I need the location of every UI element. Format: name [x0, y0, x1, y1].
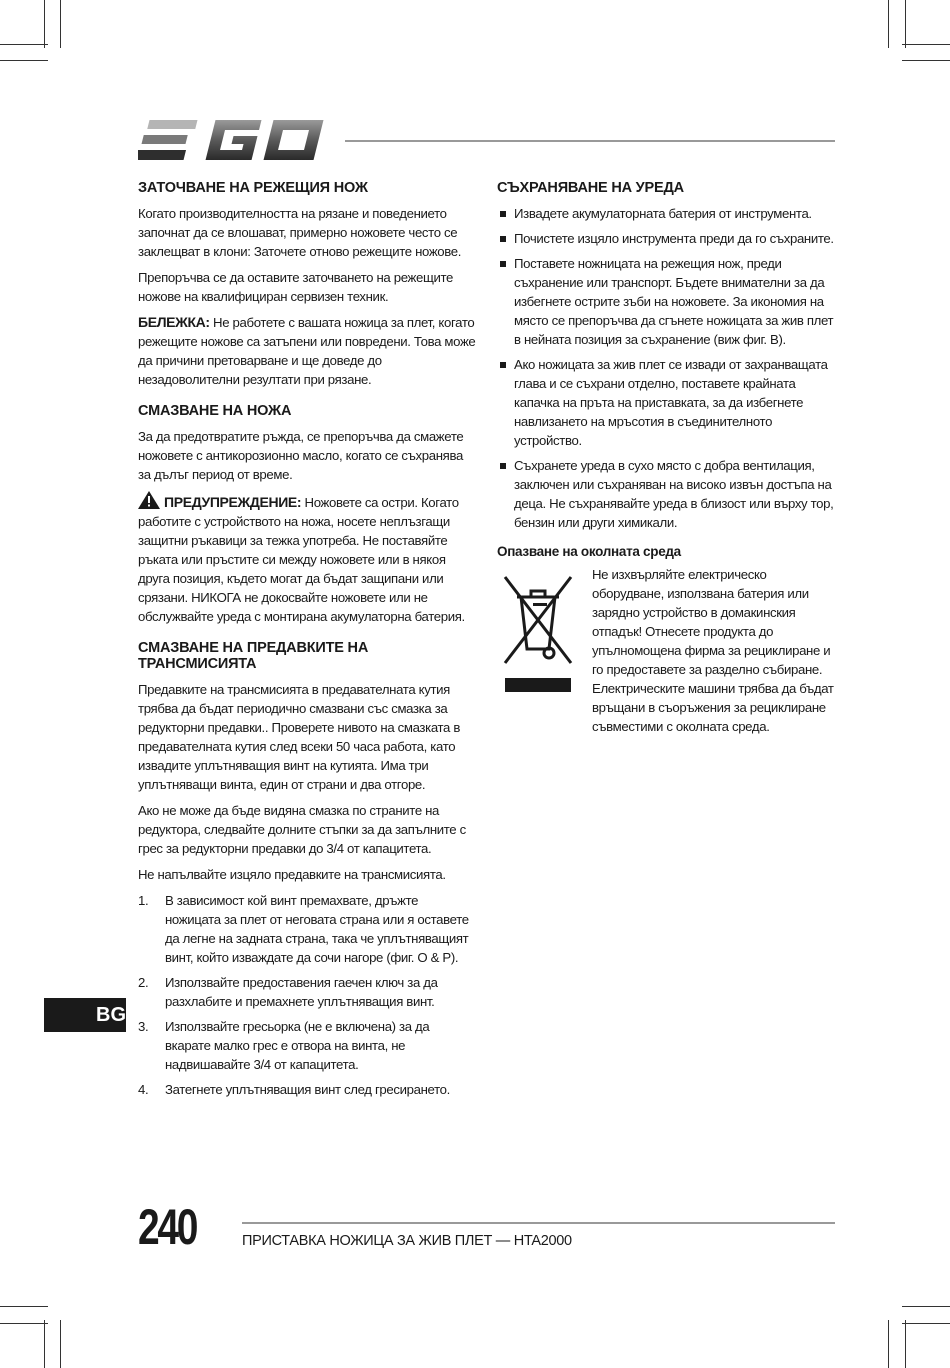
page-number: 240 — [138, 1199, 197, 1255]
crop-mark — [905, 0, 906, 48]
step-text: Използвайте гресьорка (не е включена) за да вкарате малко грес е отвора на винта, не надвишавайте 3/4 от капацитета. — [165, 1019, 430, 1072]
list-item — [497, 204, 837, 223]
left-column — [138, 180, 476, 1105]
crop-mark — [902, 60, 950, 61]
right-column — [497, 180, 837, 743]
crop-mark — [0, 60, 48, 61]
crop-mark — [888, 0, 889, 48]
footer-rule — [242, 1222, 835, 1224]
list-item — [497, 229, 837, 248]
section-title-gear-lubrication: СМАЗВАНЕ НА ПРЕДАВКИТЕ НА ТРАНСМИСИЯТА — [138, 640, 369, 672]
list-item — [138, 1017, 476, 1074]
crop-mark — [902, 44, 950, 45]
weee-crossed-bin-icon — [497, 571, 579, 693]
language-tab-label: BG — [96, 1004, 126, 1026]
bullet-icon — [500, 463, 506, 469]
bullet-icon — [500, 236, 506, 242]
paragraph: Когато производителността на рязане и поведението започнат да се влошават, примерно ножовете често се заклещват в клони: Заточете отново режещите ножове. — [138, 206, 462, 259]
footer-title: ПРИСТАВКА НОЖИЦА ЗА ЖИВ ПЛЕТ — HTA2000 — [242, 1233, 572, 1249]
bullet-icon — [500, 362, 506, 368]
crop-mark — [60, 1320, 61, 1368]
list-item-text: Извадете акумулаторната батерия от инструмента. — [514, 206, 812, 221]
bullet-icon — [500, 211, 506, 217]
step-number: 1. — [138, 893, 149, 908]
crop-mark — [0, 44, 48, 45]
paragraph: За да предотвратите ръжда, се препоръчва да смажете ножовете с антикорозионно масло, когато се съхранява за дълъг период от време. — [138, 429, 464, 482]
list-item — [138, 1080, 476, 1099]
warning-paragraph — [138, 491, 476, 626]
list-item-text: Съхранете уреда в сухо място с добра вентилация, заключен или съхраняван на високо извън достъпа на деца. Не съхранявайте уреда в близост или върху тор, бензин или други химикали. — [514, 458, 834, 530]
note-label: БЕЛЕЖКА: — [138, 314, 210, 330]
paragraph: Не напълвайте изцяло предавките на трансмисията. — [138, 867, 446, 882]
header-rule — [345, 140, 835, 142]
crop-mark — [44, 1320, 45, 1368]
list-item-text: Поставете ножницата на режещия нож, преди съхранение или транспорт. Бъдете внимателни за да избегнете острите зъби на ножовете. За икономия на място се препоръчва да сгънете ножицата за жив плет в нейната позиция за съхранение (виж фиг. B). — [514, 256, 834, 347]
warning-label: ПРЕДУПРЕЖДЕНИЕ: — [164, 494, 302, 510]
note-text: Не работете с вашата ножица за плет, когато режещите ножове са затъпени или повредени. Това може да причини претоварване и ще доведе до незадоволителни резултати при рязане. — [138, 315, 476, 387]
crop-mark — [44, 0, 45, 48]
step-text: Използвайте предоставения гаечен ключ за да разхлабите и премахнете уплътняващия винт. — [165, 975, 438, 1009]
crop-mark — [60, 0, 61, 48]
environment-title: Опазване на околната среда — [497, 544, 681, 559]
list-item — [497, 456, 837, 532]
environment-text: Не изхвърляйте електрическо оборудване, използвана батерия или зарядно устройство в домакинския отпадък! Отнесете продукта до упълномощена фирма за рециклиране и го предоставете за разделно събиране. Електрическите машини трябва да бъдат връщани в съоръжения за рециклиране съвместими с околната среда. — [592, 567, 834, 734]
list-item — [138, 891, 476, 967]
warning-text: Ножовете са остри. Когато работите с устройството на ножа, носете неплъзгащи защитни ръкавици за тежка употреба. Не поставяйте ръката или пръстите си между ножовете или в някоя друга позиция, където могат да бъдат защипани или срязани. НИКОГА не докосвайте ножовете или не обслужвайте уреда с монтирана акумулаторна батерия. — [138, 495, 465, 624]
list-item-text: Ако ножицата за жив плет се извади от захранващата глава и се съхрани отделно, поставете крайната капачка на пръта на приставката, за да избегнете навлизането на мръсотия в съединителното устройство. — [514, 357, 828, 448]
list-item — [497, 254, 837, 349]
step-text: В зависимост кой винт премахвате, дръжте ножицата за плет от неговата страна или я оставете да легне на задната страна, така че уплътняващият винт, който изваждате да сочи нагоре (фиг. O & P). — [165, 893, 469, 965]
crop-mark — [0, 1306, 48, 1307]
steps-list — [138, 891, 476, 1099]
ego-logo — [138, 118, 328, 162]
crop-mark — [902, 1323, 950, 1324]
environment-block — [497, 565, 837, 736]
list-item-text: Почистете изцяло инструмента преди да го съхраните. — [514, 231, 834, 246]
section-title-sharpening: ЗАТОЧВАНЕ НА РЕЖЕЩИЯ НОЖ — [138, 180, 368, 196]
crop-mark — [888, 1320, 889, 1368]
warning-icon — [138, 491, 160, 509]
crop-mark — [0, 1323, 48, 1324]
paragraph: Предавките на трансмисията в предавателната кутия трябва да бъдат периодично смазвани със смазка за редукторни предавки.. Проверете нивото на смазката в предавателната кутия след всеки 50 часа работа, като извадите уплътняващия винт на кутията. Има три уплътняващи винта, един от страни и два отгоре. — [138, 682, 461, 792]
bullet-icon — [500, 261, 506, 267]
section-title-blade-lubrication: СМАЗВАНЕ НА НОЖА — [138, 403, 292, 419]
list-item — [497, 355, 837, 450]
step-text: Затегнете уплътняващия винт след гресирането. — [165, 1082, 450, 1097]
paragraph: Препоръчва се да оставите заточването на режещите ножове на квалифициран сервизен техник. — [138, 270, 454, 304]
crop-mark — [905, 1320, 906, 1368]
storage-list — [497, 204, 837, 532]
step-number: 4. — [138, 1082, 149, 1097]
paragraph: Ако не може да бъде видяна смазка по страните на редуктора, следвайте долните стъпки за да запълните с грес за редукторни предавки до 3/4 от капацитета. — [138, 803, 466, 856]
section-title-storage: СЪХРАНЯВАНЕ НА УРЕДА — [497, 180, 684, 196]
list-item — [138, 973, 476, 1011]
crop-mark — [902, 1306, 950, 1307]
step-number: 2. — [138, 975, 149, 990]
note-paragraph — [138, 313, 476, 389]
step-number: 3. — [138, 1019, 149, 1034]
